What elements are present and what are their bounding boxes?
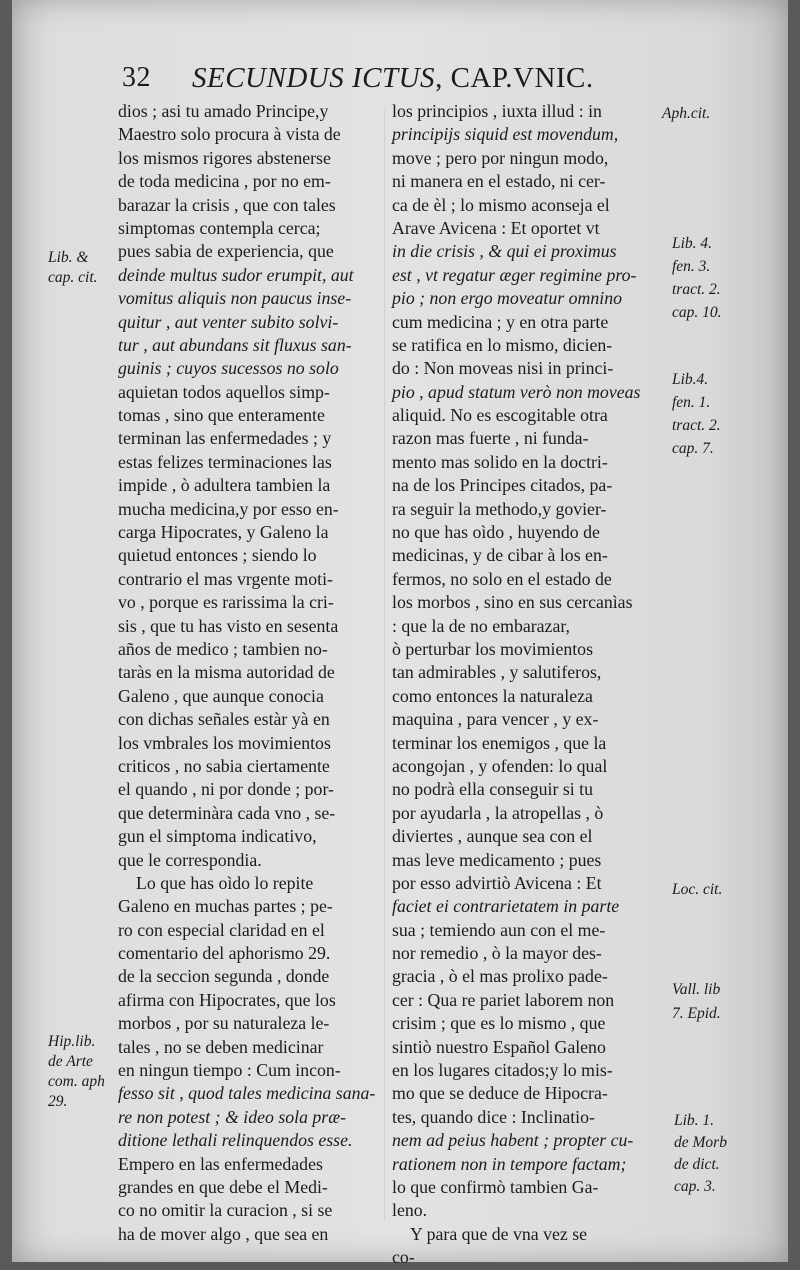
text-line: tes, quando dice : Inclinatio- [392,1106,595,1127]
text-line: diviertes , aunque sea con el [392,826,593,847]
text-line: na de los Principes citados, pa- [392,475,613,496]
text-line: medicinas, y de cibar à los en- [392,545,608,566]
text-line: Galeno en muchas partes ; pe- [118,896,333,917]
text-line: pio ; non ergo moveatur omnino [392,288,622,309]
text-line: maquina , para vencer , y ex- [392,709,599,730]
margin-line: fen. 1. [672,394,711,411]
text-line: ni manera en el estado, ni cer- [392,171,606,192]
text-line: : que la de no embarazar, [392,615,570,636]
text-line: en ningun tiempo : Cum incon- [118,1060,341,1081]
text-line: crisim ; que es lo mismo , que [392,1013,606,1034]
text-line: aliquid. No es escogitable otra [392,405,608,426]
text-line: leno. [392,1200,428,1221]
text-line: por ayudarla , la atropellas , ò [392,802,604,823]
text-line: tomas , sino que enteramente [118,405,325,426]
margin-line: Lib. & [48,249,89,266]
margin-line: Lib. 4. [672,235,713,252]
text-line: move ; pero por ningun modo, [392,147,609,168]
text-line: dios ; asi tu amado Principe,y [118,101,329,121]
text-line: sintiò nuestro Español Galeno [392,1036,606,1057]
text-line: guinis ; cuyos sucessos no solo [118,358,339,379]
text-line: ha de mover algo , que sea en [118,1223,329,1244]
text-line: principijs siquid est movendum, [392,124,619,145]
text-line: ro con especial claridad en el [118,919,325,940]
text-line: quitur , aut venter subito solvi- [118,311,339,332]
margin-note-right-3 [672,368,721,460]
margin-line: Lib.4. [672,371,709,388]
margin-line: cap. 10. [672,304,722,321]
page-number: 32 [122,62,151,93]
text-line: tur , aut abundans sit fluxus san- [118,334,352,355]
text-line: por esso advirtiò Avicena : Et [392,872,602,893]
text-line: criticos , no sabia ciertamente [118,755,330,776]
text-line: comentario del aphorismo 29. [118,943,331,964]
margin-line: de Morb [674,1134,727,1151]
column-divider [384,110,385,1220]
text-line: en los lugares citados;y lo mis- [392,1060,613,1081]
margin-line: Loc. cit. [672,881,723,898]
text-line: faciet ei contrarietatem in parte [392,896,620,917]
text-line: pio , apud statum verò non moveas [392,381,641,402]
text-line: años de medico ; tambien no- [118,638,328,659]
text-line: deinde multus sudor erumpit, aut [118,264,354,285]
text-line: co no omitir la curacion , si se [118,1200,333,1221]
text-line: re non potest ; & ideo sola præ- [118,1106,347,1127]
text-line: fermos, no solo en el estado de [392,568,612,589]
margin-line: com. aph [48,1073,105,1090]
margin-note-left-2 [48,1032,105,1112]
text-line: est , vt regatur æger regimine pro- [392,264,637,285]
text-line: sua ; temiendo aun con el me- [392,919,606,940]
text-line: Y para que de vna vez se [410,1223,588,1244]
text-line: terminan las enfermedades ; y [118,428,332,449]
margin-line: Aph.cit. [662,105,711,122]
book-page [12,0,788,1268]
text-line: el quando , ni por donde ; por- [118,779,334,800]
text-line: Empero en las enfermedades [118,1153,323,1174]
text-line: barazar la crisis , que con tales [118,194,336,215]
text-line: impide , ò adultera tambien la [118,475,331,496]
margin-line: cap. cit. [48,269,98,286]
text-line: ra seguir la methodo,y govier- [392,498,607,519]
left-text-column [118,100,380,1246]
margin-note-right-1 [662,104,710,124]
text-line: mas leve medicamento ; pues [392,849,602,870]
margin-note-right-6 [674,1110,727,1198]
text-line: lo que confirmò tambien Ga- [392,1176,599,1197]
text-line: los principios , iuxta illud : in [392,101,602,121]
text-line: no podrà ella conseguir si tu [392,779,593,800]
text-line: Maestro solo procura à vista de [118,124,341,145]
margin-note-right-5 [672,978,721,1026]
margin-line: de dict. [674,1156,720,1173]
text-line: los mismos rigores abstenerse [118,147,331,168]
margin-note-right-4 [672,880,722,900]
margin-line: Lib. 1. [674,1112,715,1129]
text-line: terminar los enemigos , que la [392,732,607,753]
text-line: ditione lethali relinquendos esse. [118,1130,353,1151]
text-line: quietud entonces ; siendo lo [118,545,317,566]
margin-line: 7. Epid. [672,1005,721,1022]
text-line: se ratifica en lo mismo, dicien- [392,334,613,355]
text-line: morbos , por su naturaleza le- [118,1013,330,1034]
running-head-title: SECUNDUS ICTUS [192,62,436,94]
text-line: mento mas solido en la doctri- [392,451,608,472]
text-line: no que has oìdo , huyendo de [392,522,600,543]
text-line: razon mas fuerte , ni funda- [392,428,589,449]
margin-line: Vall. lib [672,981,721,998]
text-line: fesso sit , quod tales medicina sana- [118,1083,376,1104]
text-line: sis , que tu has visto en sesenta [118,615,339,636]
text-line: vomitus aliquis non paucus inse- [118,288,352,309]
text-line: do : Non moveas nisi in princi- [392,358,614,379]
page-header [122,62,622,98]
text-line: simptomas contempla cerca; [118,217,321,238]
text-line: los vmbrales los movimientos [118,732,331,753]
text-line: cum medicina ; y en otra parte [392,311,609,332]
text-line: carga Hipocrates, y Galeno la [118,522,329,543]
text-line: que determinàra cada vno , se- [118,802,336,823]
text-line: mucha medicina,y por esso en- [118,498,339,519]
text-line: taràs en la misma autoridad de [118,662,335,683]
text-line: que le correspondia. [118,849,262,870]
margin-note-left-1 [48,248,98,288]
text-line: de toda medicina , por no em- [118,171,331,192]
margin-line: cap. 7. [672,440,714,457]
text-line: ca de èl ; lo mismo aconseja el [392,194,610,215]
running-head-chapter: , CAP.VNIC. [435,62,594,94]
text-line: Lo que has oìdo lo repite [136,872,314,893]
text-line: nor remedio , ò la mayor des- [392,943,602,964]
text-line: Galeno , que aunque conocia [118,685,324,706]
text-line: tales , no se deben medicinar [118,1036,324,1057]
text-line: ò perturbar los movimientos [392,638,593,659]
margin-note-right-2 [672,232,722,324]
text-line: rationem non in tempore factam; [392,1153,627,1174]
margin-line: Hip.lib. [48,1033,96,1050]
margin-line: cap. 3. [674,1178,716,1195]
text-line: con dichas señales estàr yà en [118,709,330,730]
text-line: de la seccion segunda , donde [118,966,330,987]
text-line: nem ad peius habent ; propter cu- [392,1130,634,1151]
text-line: vo , porque es rarissima la cri- [118,592,334,613]
text-line: afirma con Hipocrates, que los [118,989,336,1010]
margin-line: tract. 2. [672,281,721,298]
text-line: gracia , ò el mas prolixo pade- [392,966,608,987]
text-line: cer : Qua re pariet laborem non [392,989,615,1010]
right-text-column [392,100,654,1270]
text-line: acongojan , y ofenden: lo qual [392,755,608,776]
text-line: como entonces la naturaleza [392,685,593,706]
text-line: contrario el mas vrgente moti- [118,568,333,589]
text-line: gun el simptoma indicativo, [118,826,317,847]
margin-line: de Arte [48,1053,93,1070]
text-line: estas felizes terminaciones las [118,451,332,472]
text-line: tan admirables , y salutiferos, [392,662,602,683]
text-line: co- [392,1247,415,1268]
running-head [192,62,594,95]
text-line: aquietan todos aquellos simp- [118,381,330,402]
text-line: pues sabia de experiencia, que [118,241,334,262]
margin-line: fen. 3. [672,258,711,275]
text-line: in die crisis , & qui ei proximus [392,241,617,262]
text-line: mo que se deduce de Hipocra- [392,1083,608,1104]
text-line: los morbos , sino en sus cercanìas [392,592,633,613]
text-line: grandes en que debe el Medi- [118,1176,328,1197]
text-line: Arave Avicena : Et oportet vt [392,217,600,238]
margin-line: 29. [48,1093,68,1110]
margin-line: tract. 2. [672,417,721,434]
